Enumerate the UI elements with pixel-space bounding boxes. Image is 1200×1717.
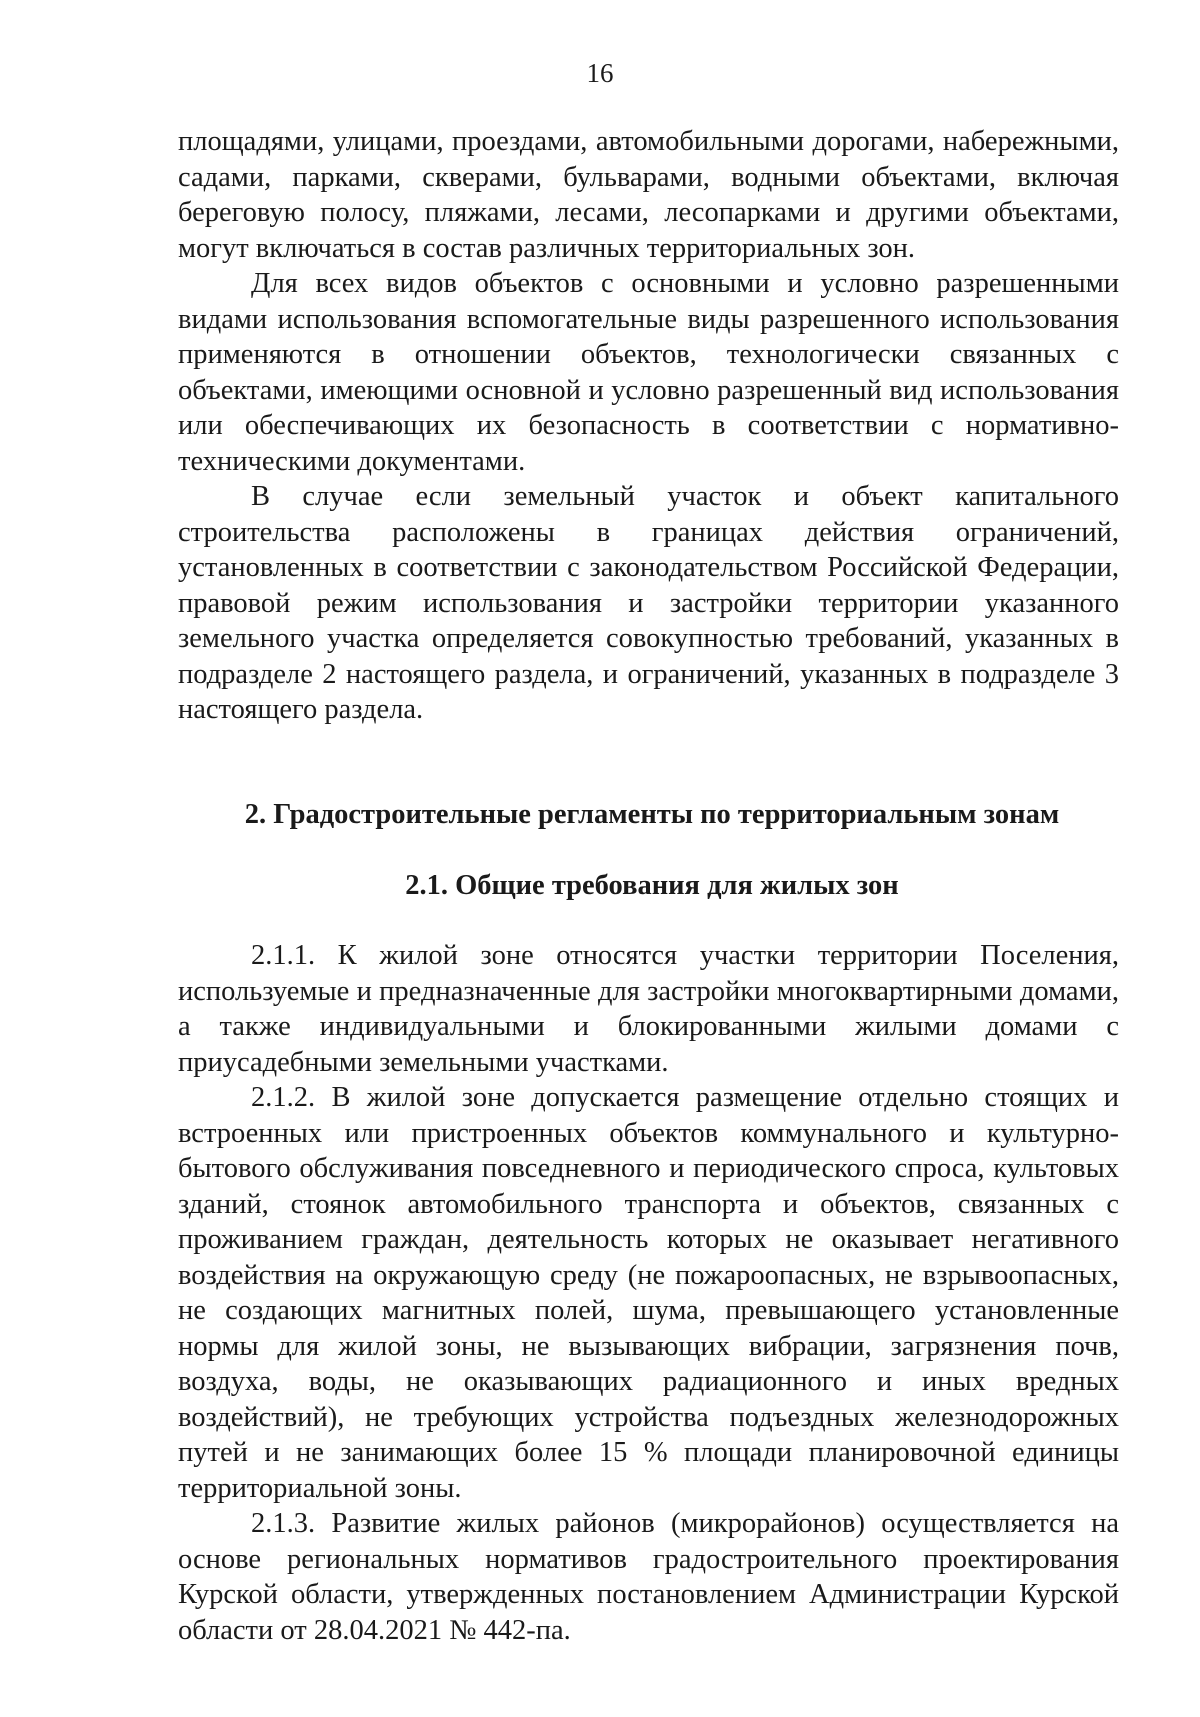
section-2-heading: 2. Градостроительные регламенты по территориальным зонам <box>244 799 1060 830</box>
intro-text-block <box>178 124 1119 728</box>
paragraph-auxiliary-uses: Для всех видов объектов с основными и условно разрешенными видами использования вспомогательные виды разрешенного использования применяются в отношении объектов, технологически связанных с объектами, имеющими основной и условно разрешенный вид использования или обеспечивающих их безопасность в соответствии с нормативно-техническими документами. <box>178 268 1119 477</box>
page-number: 16 <box>586 58 614 88</box>
paragraph-territories: площадями, улицами, проездами, автомобильными дорогами, набережными, садами, парками, скверами, бульварами, водными объектами, включая береговую полосу, пляжами, лесами, лесопарками и другими объектами, могут включаться в состав различных территориальных зон. <box>178 126 1119 264</box>
paragraph-restrictions: В случае если земельный участок и объект капитального строительства расположены в границах действия ограничений, установленных в соответствии с законодательством Российской Федерации, правовой режим использования и застройки территории указанного земельного участка определяется совокупностью требований, указанных в подразделе 2 настоящего раздела, и ограничений, указанных в подразделе 3 настоящего раздела. <box>178 481 1119 725</box>
section-2-1-heading: 2.1. Общие требования для жилых зон <box>405 870 899 901</box>
paragraph-2-1-2: 2.1.2. В жилой зоне допускается размещение отдельно стоящих и встроенных или пристроенных объектов коммунального и культурно-бытового обслуживания повседневного и периодического спроса, культовых зданий, стоянок автомобильного транспорта и объектов, связанных с проживанием граждан, деятельность которых не оказывает негативного воздействия на окружающую среду (не пожароопасных, не взрывоопасных, не создающих магнитных полей, шума, превышающего установленные нормы для жилой зоны, не вызывающих вибрации, загрязнения почв, воздуха, воды, не оказывающих радиационного и иных вредных воздействий), не требующих устройства подъездных железнодорожных путей и не занимающих более 15 % площади планировочной единицы территориальной зоны. <box>178 1082 1119 1504</box>
paragraph-2-1-1: 2.1.1. К жилой зоне относятся участки территории Поселения, используемые и предназначенные для застройки многоквартирными домами, а также индивидуальными и блокированными жилыми домами с приусадебными земельными участками. <box>178 940 1119 1078</box>
paragraph-2-1-3: 2.1.3. Развитие жилых районов (микрорайонов) осуществляется на основе региональных нормативов градостроительного проектирования Курской области, утвержденных постановлением Администрации Курской области от 28.04.2021 № 442-па. <box>178 1508 1119 1646</box>
residential-zones-text-block <box>178 938 1119 1648</box>
